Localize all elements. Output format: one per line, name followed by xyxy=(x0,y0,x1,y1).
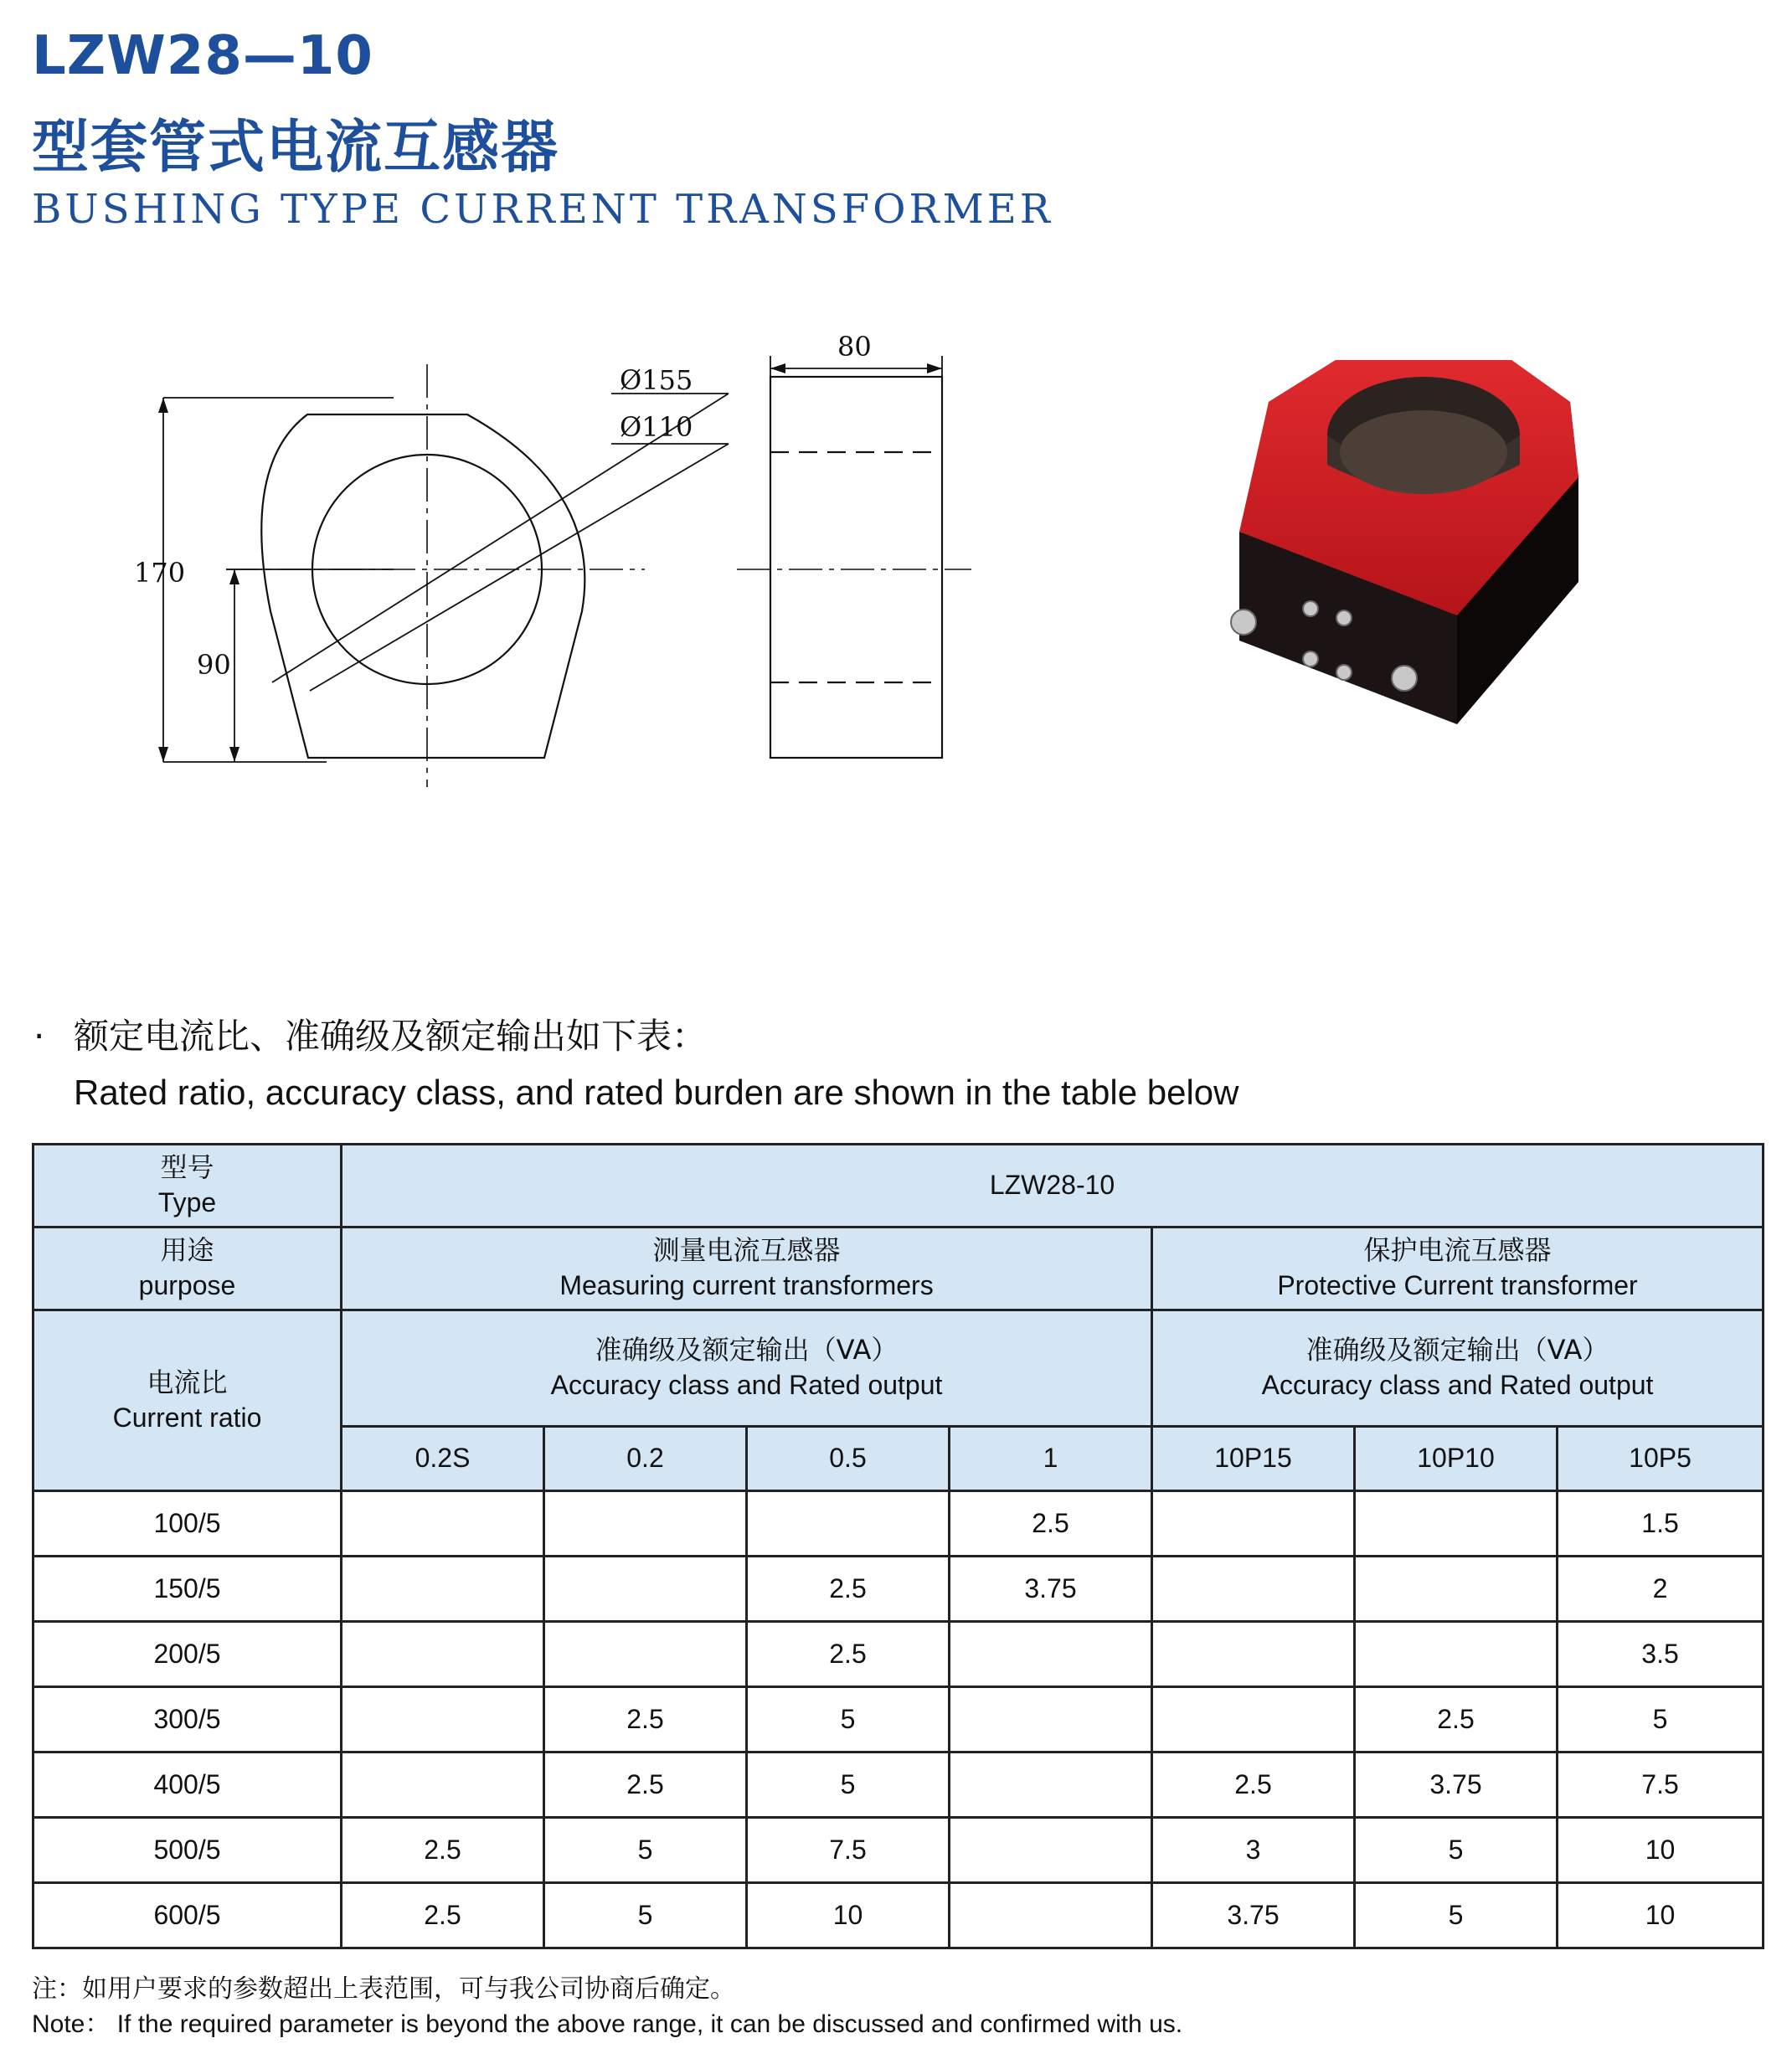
value-cell: 5 xyxy=(747,1687,950,1752)
value-cell xyxy=(747,1491,950,1557)
value-cell xyxy=(1355,1622,1558,1687)
value-cell: 2.5 xyxy=(342,1818,544,1883)
table-intro xyxy=(33,1009,1238,1113)
measuring-accuracy-header xyxy=(342,1310,1152,1427)
value-cell: 3.75 xyxy=(1355,1752,1558,1818)
value-cell: 10 xyxy=(1558,1818,1764,1883)
value-cell xyxy=(342,1622,544,1687)
value-cell: 5 xyxy=(544,1818,747,1883)
value-cell: 2 xyxy=(1558,1557,1764,1622)
dim-inner-diameter-label: Ø110 xyxy=(620,411,693,443)
ratio-cell: 200/5 xyxy=(33,1622,342,1687)
class-header: 10P15 xyxy=(1152,1427,1355,1491)
class-header: 10P5 xyxy=(1558,1427,1764,1491)
accuracy-label-cn: 准确级及额定输出（VA） xyxy=(595,1334,899,1366)
value-cell xyxy=(950,1883,1152,1948)
protective-label-en: Protective Current transformer xyxy=(1277,1270,1638,1300)
value-cell: 2.5 xyxy=(1355,1687,1558,1752)
class-header: 0.2 xyxy=(544,1427,747,1491)
ratio-cell: 500/5 xyxy=(33,1818,342,1883)
table-row xyxy=(33,1491,1764,1557)
value-cell xyxy=(1152,1622,1355,1687)
value-cell xyxy=(544,1557,747,1622)
value-cell: 10 xyxy=(1558,1883,1764,1948)
type-header-cell xyxy=(33,1145,342,1228)
value-cell xyxy=(950,1622,1152,1687)
note-cn: 注：如用户要求的参数超出上表范围，可与我公司协商后确定。 xyxy=(32,1974,735,2004)
value-cell xyxy=(342,1491,544,1557)
type-value-cell: LZW28-10 xyxy=(342,1145,1764,1228)
value-cell: 1.5 xyxy=(1558,1491,1764,1557)
accuracy-label-cn: 准确级及额定输出（VA） xyxy=(1305,1334,1609,1366)
value-cell xyxy=(1152,1491,1355,1557)
value-cell xyxy=(342,1752,544,1818)
footnote xyxy=(32,1972,1182,2042)
value-cell xyxy=(950,1818,1152,1883)
table-row xyxy=(33,1622,1764,1687)
ratio-cell: 300/5 xyxy=(33,1687,342,1752)
class-header: 10P10 xyxy=(1355,1427,1558,1491)
table-row xyxy=(33,1818,1764,1883)
dim-outer-diameter-label: Ø155 xyxy=(620,364,693,396)
ratio-label-cn: 电流比 xyxy=(147,1366,228,1398)
value-cell: 3.5 xyxy=(1558,1622,1764,1687)
value-cell xyxy=(950,1752,1152,1818)
intro-cn-text: 额定电流比、准确级及额定输出如下表： xyxy=(74,1016,708,1057)
measuring-header-cell xyxy=(342,1228,1152,1310)
ratio-cell: 150/5 xyxy=(33,1557,342,1622)
protective-label-cn: 保护电流互感器 xyxy=(1363,1234,1552,1267)
class-header: 1 xyxy=(950,1427,1152,1491)
table-row xyxy=(33,1883,1764,1948)
ratio-cell: 400/5 xyxy=(33,1752,342,1818)
dim-width-label: 80 xyxy=(837,331,872,363)
dimension-drawing xyxy=(117,331,988,800)
value-cell: 2.5 xyxy=(747,1622,950,1687)
table-row xyxy=(33,1687,1764,1752)
value-cell xyxy=(1355,1491,1558,1557)
value-cell: 2.5 xyxy=(544,1752,747,1818)
value-cell: 7.5 xyxy=(1558,1752,1764,1818)
product-title-cn: 型套管式电流互感器 xyxy=(32,115,560,181)
type-label-en: Type xyxy=(157,1187,217,1217)
protective-header-cell xyxy=(1152,1228,1764,1310)
value-cell: 3.75 xyxy=(950,1557,1152,1622)
bullet-dot: · xyxy=(33,1016,45,1057)
purpose-label-cn: 用途 xyxy=(160,1234,214,1267)
value-cell xyxy=(342,1557,544,1622)
class-header: 0.5 xyxy=(747,1427,950,1491)
accuracy-label-en: Accuracy class and Rated output xyxy=(550,1370,943,1400)
value-cell: 3 xyxy=(1152,1818,1355,1883)
type-label-cn: 型号 xyxy=(160,1151,214,1184)
dim-height-label: 170 xyxy=(134,557,186,589)
value-cell xyxy=(1152,1557,1355,1622)
intro-en-text: Rated ratio, accuracy class, and rated burden are shown in the table below xyxy=(74,1073,1239,1112)
product-title-en: BUSHING TYPE CURRENT TRANSFORMER xyxy=(32,186,1053,233)
table-row xyxy=(33,1557,1764,1622)
purpose-header-cell xyxy=(33,1228,342,1310)
ratio-cell: 600/5 xyxy=(33,1883,342,1948)
value-cell: 2.5 xyxy=(950,1491,1152,1557)
purpose-label-en: purpose xyxy=(138,1270,236,1300)
value-cell: 5 xyxy=(544,1883,747,1948)
rating-table xyxy=(32,1143,1764,1949)
ratio-label-en: Current ratio xyxy=(112,1402,262,1433)
measuring-label-en: Measuring current transformers xyxy=(559,1270,934,1300)
measuring-label-cn: 测量电流互感器 xyxy=(652,1234,841,1267)
value-cell: 5 xyxy=(1355,1818,1558,1883)
value-cell: 5 xyxy=(1558,1687,1764,1752)
product-photo xyxy=(1218,339,1604,741)
value-cell: 5 xyxy=(1355,1883,1558,1948)
note-en: Note： If the required parameter is beyond the above range, it can be discussed and confirmed with us. xyxy=(32,2010,1183,2038)
value-cell xyxy=(950,1687,1152,1752)
value-cell: 2.5 xyxy=(544,1687,747,1752)
value-cell: 7.5 xyxy=(747,1818,950,1883)
side-view-outline xyxy=(770,377,942,758)
value-cell xyxy=(342,1687,544,1752)
value-cell xyxy=(1152,1687,1355,1752)
value-cell: 2.5 xyxy=(747,1557,950,1622)
class-header: 0.2S xyxy=(342,1427,544,1491)
ratio-cell: 100/5 xyxy=(33,1491,342,1557)
value-cell: 3.75 xyxy=(1152,1883,1355,1948)
value-cell: 10 xyxy=(747,1883,950,1948)
value-cell xyxy=(1355,1557,1558,1622)
protective-accuracy-header xyxy=(1152,1310,1764,1427)
model-title: LZW28—10 xyxy=(32,25,373,87)
dim-center-label: 90 xyxy=(197,649,231,681)
value-cell: 2.5 xyxy=(342,1883,544,1948)
value-cell: 5 xyxy=(747,1752,950,1818)
table-row xyxy=(33,1752,1764,1818)
value-cell: 2.5 xyxy=(1152,1752,1355,1818)
accuracy-label-en: Accuracy class and Rated output xyxy=(1261,1370,1654,1400)
value-cell xyxy=(544,1491,747,1557)
ratio-header-cell xyxy=(33,1310,342,1491)
value-cell xyxy=(544,1622,747,1687)
